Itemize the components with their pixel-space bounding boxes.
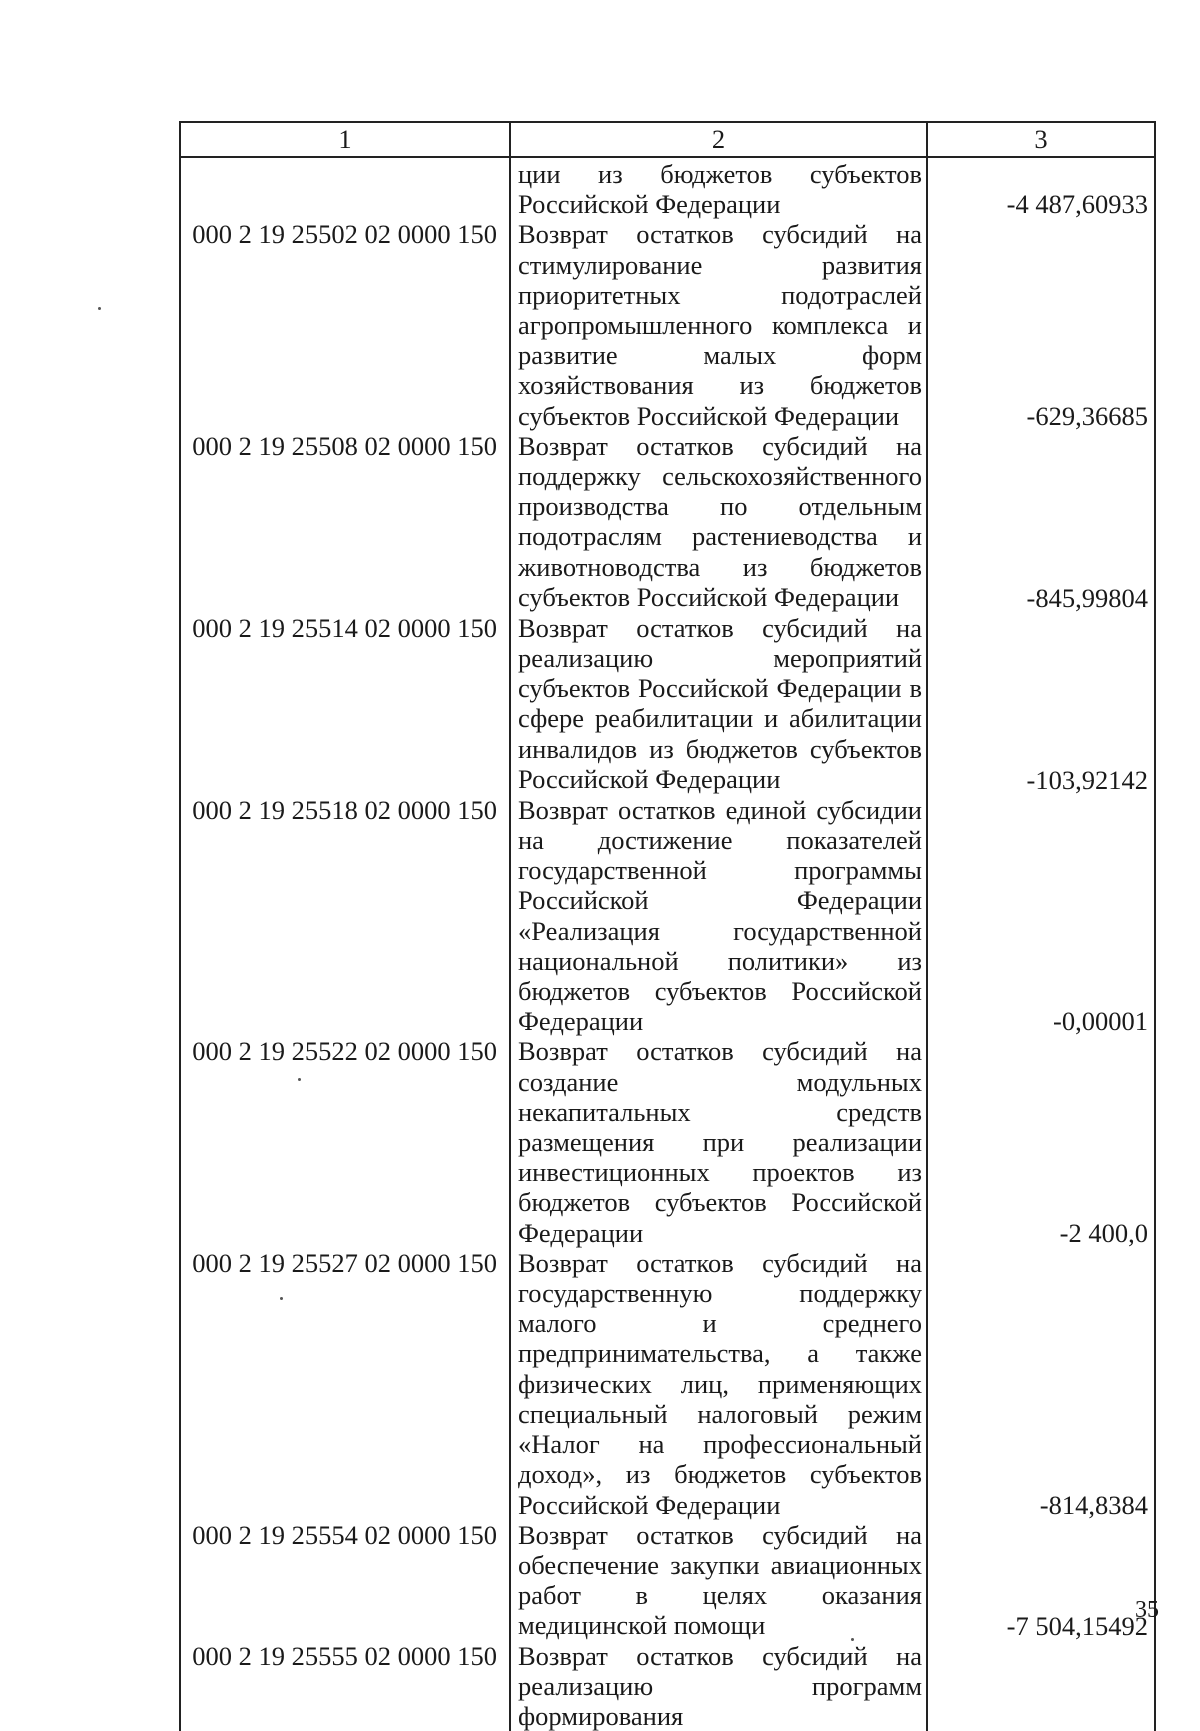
code-cell: 000 2 19 25508 02 0000 150 xyxy=(180,431,510,613)
scan-speck xyxy=(280,1297,283,1300)
code-cell: 000 2 19 25554 02 0000 150 xyxy=(180,1520,510,1641)
code-cell: 000 2 19 25518 02 0000 150 xyxy=(180,795,510,1037)
description-cell: Возврат остатков субсидий на создание модульных некапитальных средств размещения при реализации инвестиционных проектов из бюджетов субъектов Российской Федерации xyxy=(510,1036,927,1247)
code-cell: 000 2 19 25527 02 0000 150 xyxy=(180,1248,510,1520)
description-cell: Возврат остатков субсидий на поддержку сельскохозяйственного производства по отдельным подотраслям растениеводства и животноводства из бюджетов субъектов Российской Федерации xyxy=(510,431,927,613)
code-cell: 000 2 19 25514 02 0000 150 xyxy=(180,613,510,795)
header-cell-amount: 3 xyxy=(927,122,1155,157)
description-cell: Возврат остатков единой субсидии на достижение показателей государственной программы Российской Федерации «Реализация государственной национальной политики» из бюджетов субъектов Российской Федерации xyxy=(510,795,927,1037)
header-row xyxy=(180,122,1155,157)
page-number: 35 xyxy=(1135,1597,1159,1623)
description-cell: Возврат остатков субсидий на стимулирование развития приоритетных подотраслей агропромышленного комплекса и развитие малых форм хозяйствования из бюджетов субъектов Российской Федерации xyxy=(510,219,927,430)
code-cell: 000 2 19 25502 02 0000 150 xyxy=(180,219,510,430)
scan-speck xyxy=(298,1078,301,1081)
table-row xyxy=(180,1520,1155,1641)
budget-table xyxy=(179,121,1156,1731)
header-cell-description: 2 xyxy=(510,122,927,157)
table-row xyxy=(180,613,1155,795)
table-row xyxy=(180,795,1155,1037)
table-row xyxy=(180,1036,1155,1247)
table-row xyxy=(180,1248,1155,1520)
table-row xyxy=(180,157,1155,219)
description-cell: ции из бюджетов субъектов Российской Федерации xyxy=(510,157,927,219)
amount-cell: -7 504,15492 xyxy=(927,1520,1155,1641)
scan-speck xyxy=(98,307,101,310)
amount-cell: -0,00001 xyxy=(927,795,1155,1037)
amount-cell: -845,99804 xyxy=(927,431,1155,613)
amount-cell: -814,8384 xyxy=(927,1248,1155,1520)
amount-cell: -103,92142 xyxy=(927,613,1155,795)
description-cell: Возврат остатков субсидий на обеспечение закупки авиационных работ в целях оказания медицинской помощи xyxy=(510,1520,927,1641)
amount-cell: -2 400,0 xyxy=(927,1036,1155,1247)
table-row xyxy=(180,1641,1155,1731)
header-cell-code: 1 xyxy=(180,122,510,157)
table-row xyxy=(180,219,1155,430)
description-cell: Возврат остатков субсидий на реализацию мероприятий субъектов Российской Федерации в сфере реабилитации и абилитации инвалидов из бюджетов субъектов Российской Федерации xyxy=(510,613,927,795)
description-cell: Возврат остатков субсидий на государственную поддержку малого и среднего предпринимательства, а также физических лиц, применяющих специальный налоговый режим «Налог на профессиональный доход», из бюджетов субъектов Российской Федерации xyxy=(510,1248,927,1520)
description-cell: Возврат остатков субсидий на реализацию программ формирования xyxy=(510,1641,927,1731)
amount-cell: -4 487,60933 xyxy=(927,157,1155,219)
code-cell: 000 2 19 25522 02 0000 150 xyxy=(180,1036,510,1247)
table-row xyxy=(180,431,1155,613)
scan-speck xyxy=(851,1638,854,1641)
code-cell: 000 2 19 25555 02 0000 150 xyxy=(180,1641,510,1731)
budget-table-wrapper xyxy=(179,121,1154,1731)
amount-cell xyxy=(927,1641,1155,1731)
amount-cell: -629,36685 xyxy=(927,219,1155,430)
code-cell xyxy=(180,157,510,219)
